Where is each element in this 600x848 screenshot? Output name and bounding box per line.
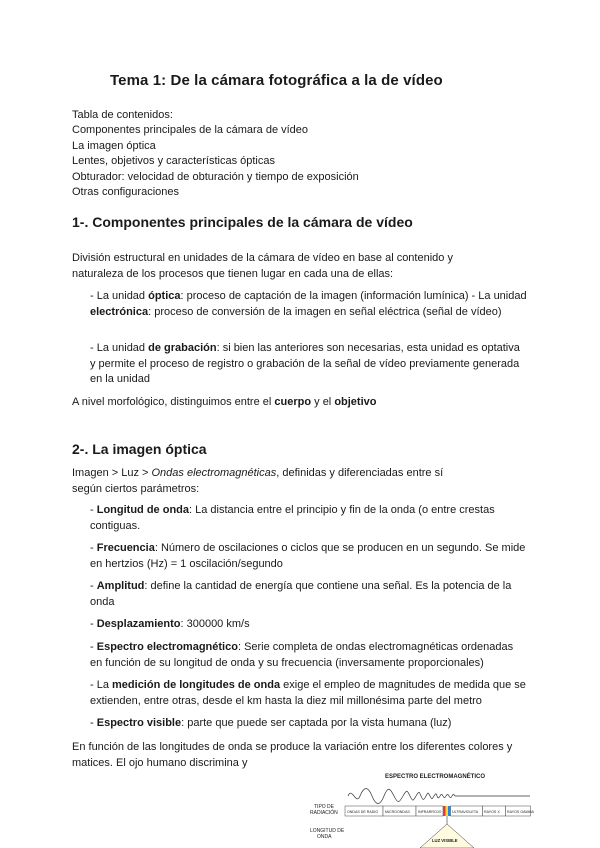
toc-item: Lentes, objetivos y características ópticas: [72, 155, 275, 168]
bullet-frecuencia: - Frecuencia: Número de oscilaciones o ciclos que se producen en un segundo. Se mide en hertzios (Hz) = 1 oscilación/segundo: [90, 542, 526, 570]
bullet-longitud-onda: - Longitud de onda: La distancia entre el principio y fin de la onda (o entre crestas contiguas.: [90, 504, 495, 532]
bullet-amplitud: - Amplitud: define la cantidad de energía que contiene una señal. Es la potencia de la onda: [90, 580, 512, 608]
band-label: INFRARROJO: [418, 810, 442, 814]
band-label: ULTRAVIOLETA: [452, 810, 479, 814]
keyword: Amplitud: [96, 580, 145, 592]
keyword: Desplazamiento: [96, 618, 181, 630]
document-title: Tema 1: De la cámara fotográfica a la de vídeo: [110, 72, 443, 89]
section-heading-1: 1-. Componentes principales de la cámara de vídeo: [72, 214, 413, 230]
keyword: Espectro visible: [96, 717, 182, 729]
band-label: MICROONDAS: [385, 810, 410, 814]
toc-item: Componentes principales de la cámara de vídeo: [72, 124, 309, 137]
svg-text:ONDA: ONDA: [317, 834, 332, 840]
section2-closing: En función de las longitudes de onda se produce la variación entre los diferentes colores y matices. El ojo humano discrimina y: [72, 741, 513, 769]
section1-intro: División estructural en unidades de la cámara de vídeo en base al contenido y naturaleza de los procesos que tienen lugar en cada una de ellas:: [72, 252, 453, 280]
bullet-unidad-optica: - La unidad óptica: proceso de captación de la imagen (información lumínica) - La unidad electrónica: proceso de conversión de la imagen en señal eléctrica (señal de vídeo): [90, 290, 527, 318]
keyword: objetivo: [334, 396, 377, 408]
keyword: Espectro electromagnético: [96, 641, 238, 653]
keyword: Frecuencia: [96, 542, 155, 554]
bullet-espectro-electromagnetico: - Espectro electromagnético: Serie completa de ondas electromagnéticas ordenadas en función de su longitud de onda y su frecuencia (inversamente proporcionales): [90, 641, 514, 669]
toc-item: Otras configuraciones: [72, 186, 179, 199]
keyword: medición de longitudes de onda: [112, 679, 281, 691]
toc-item: La imagen óptica: [72, 139, 156, 152]
bullet-espectro-visible: - Espectro visible: parte que puede ser captada por la vista humana (luz): [90, 717, 452, 729]
svg-text:RADIACIÓN: RADIACIÓN: [310, 810, 338, 816]
keyword: óptica: [148, 290, 181, 302]
band-label: RAYOS X: [484, 810, 500, 814]
electromagnetic-spectrum-figure: [300, 768, 600, 848]
keyword: cuerpo: [274, 396, 312, 408]
row-label-radiation: TIPO DE: [314, 804, 335, 810]
keyword: electrónica: [90, 305, 149, 318]
keyword: de grabación: [148, 342, 217, 354]
band-label: RAYOS GAMMA: [507, 810, 534, 814]
figure-title: ESPECTRO ELECTROMAGNÉTICO: [385, 774, 486, 780]
toc-heading: Tabla de contenidos:: [72, 109, 173, 121]
row-label-wavelength: LONGITUD DE: [310, 828, 345, 834]
visible-light-cone: [420, 824, 474, 848]
section2-intro: Imagen > Luz > Ondas electromagnéticas, definidas y diferenciadas entre sí según ciertos parámetros:: [72, 467, 444, 495]
bullet-medicion: - La medición de longitudes de onda exige el empleo de magnitudes de medida que se extienden, entre otras, desde el km hasta la diez mil millonésima parte del metro: [90, 679, 526, 707]
bullet-desplazamiento: - Desplazamiento: 300000 km/s: [90, 618, 250, 630]
band-label: ONDAS DE RADIO: [347, 810, 379, 814]
visible-light-label: LUZ VISIBLE: [432, 838, 458, 843]
radiation-bands: [345, 806, 534, 816]
keyword: Longitud de onda: [96, 504, 189, 516]
bullet-unidad-grabacion: - La unidad de grabación: si bien las anteriores son necesarias, esta unidad es optativa y permite el proceso de registro o grabación de la señal de vídeo previamente generada en la unidad: [90, 342, 520, 385]
section-heading-2: 2-. La imagen óptica: [72, 441, 207, 457]
wave-graphic: [348, 789, 530, 804]
section1-closing: A nivel morfológico, distinguimos entre el cuerpo y el objetivo: [72, 396, 377, 408]
emphasis: Ondas electromagnéticas: [151, 467, 277, 479]
table-of-contents: [72, 108, 359, 200]
toc-item: Obturador: velocidad de obturación y tiempo de exposición: [72, 170, 359, 183]
